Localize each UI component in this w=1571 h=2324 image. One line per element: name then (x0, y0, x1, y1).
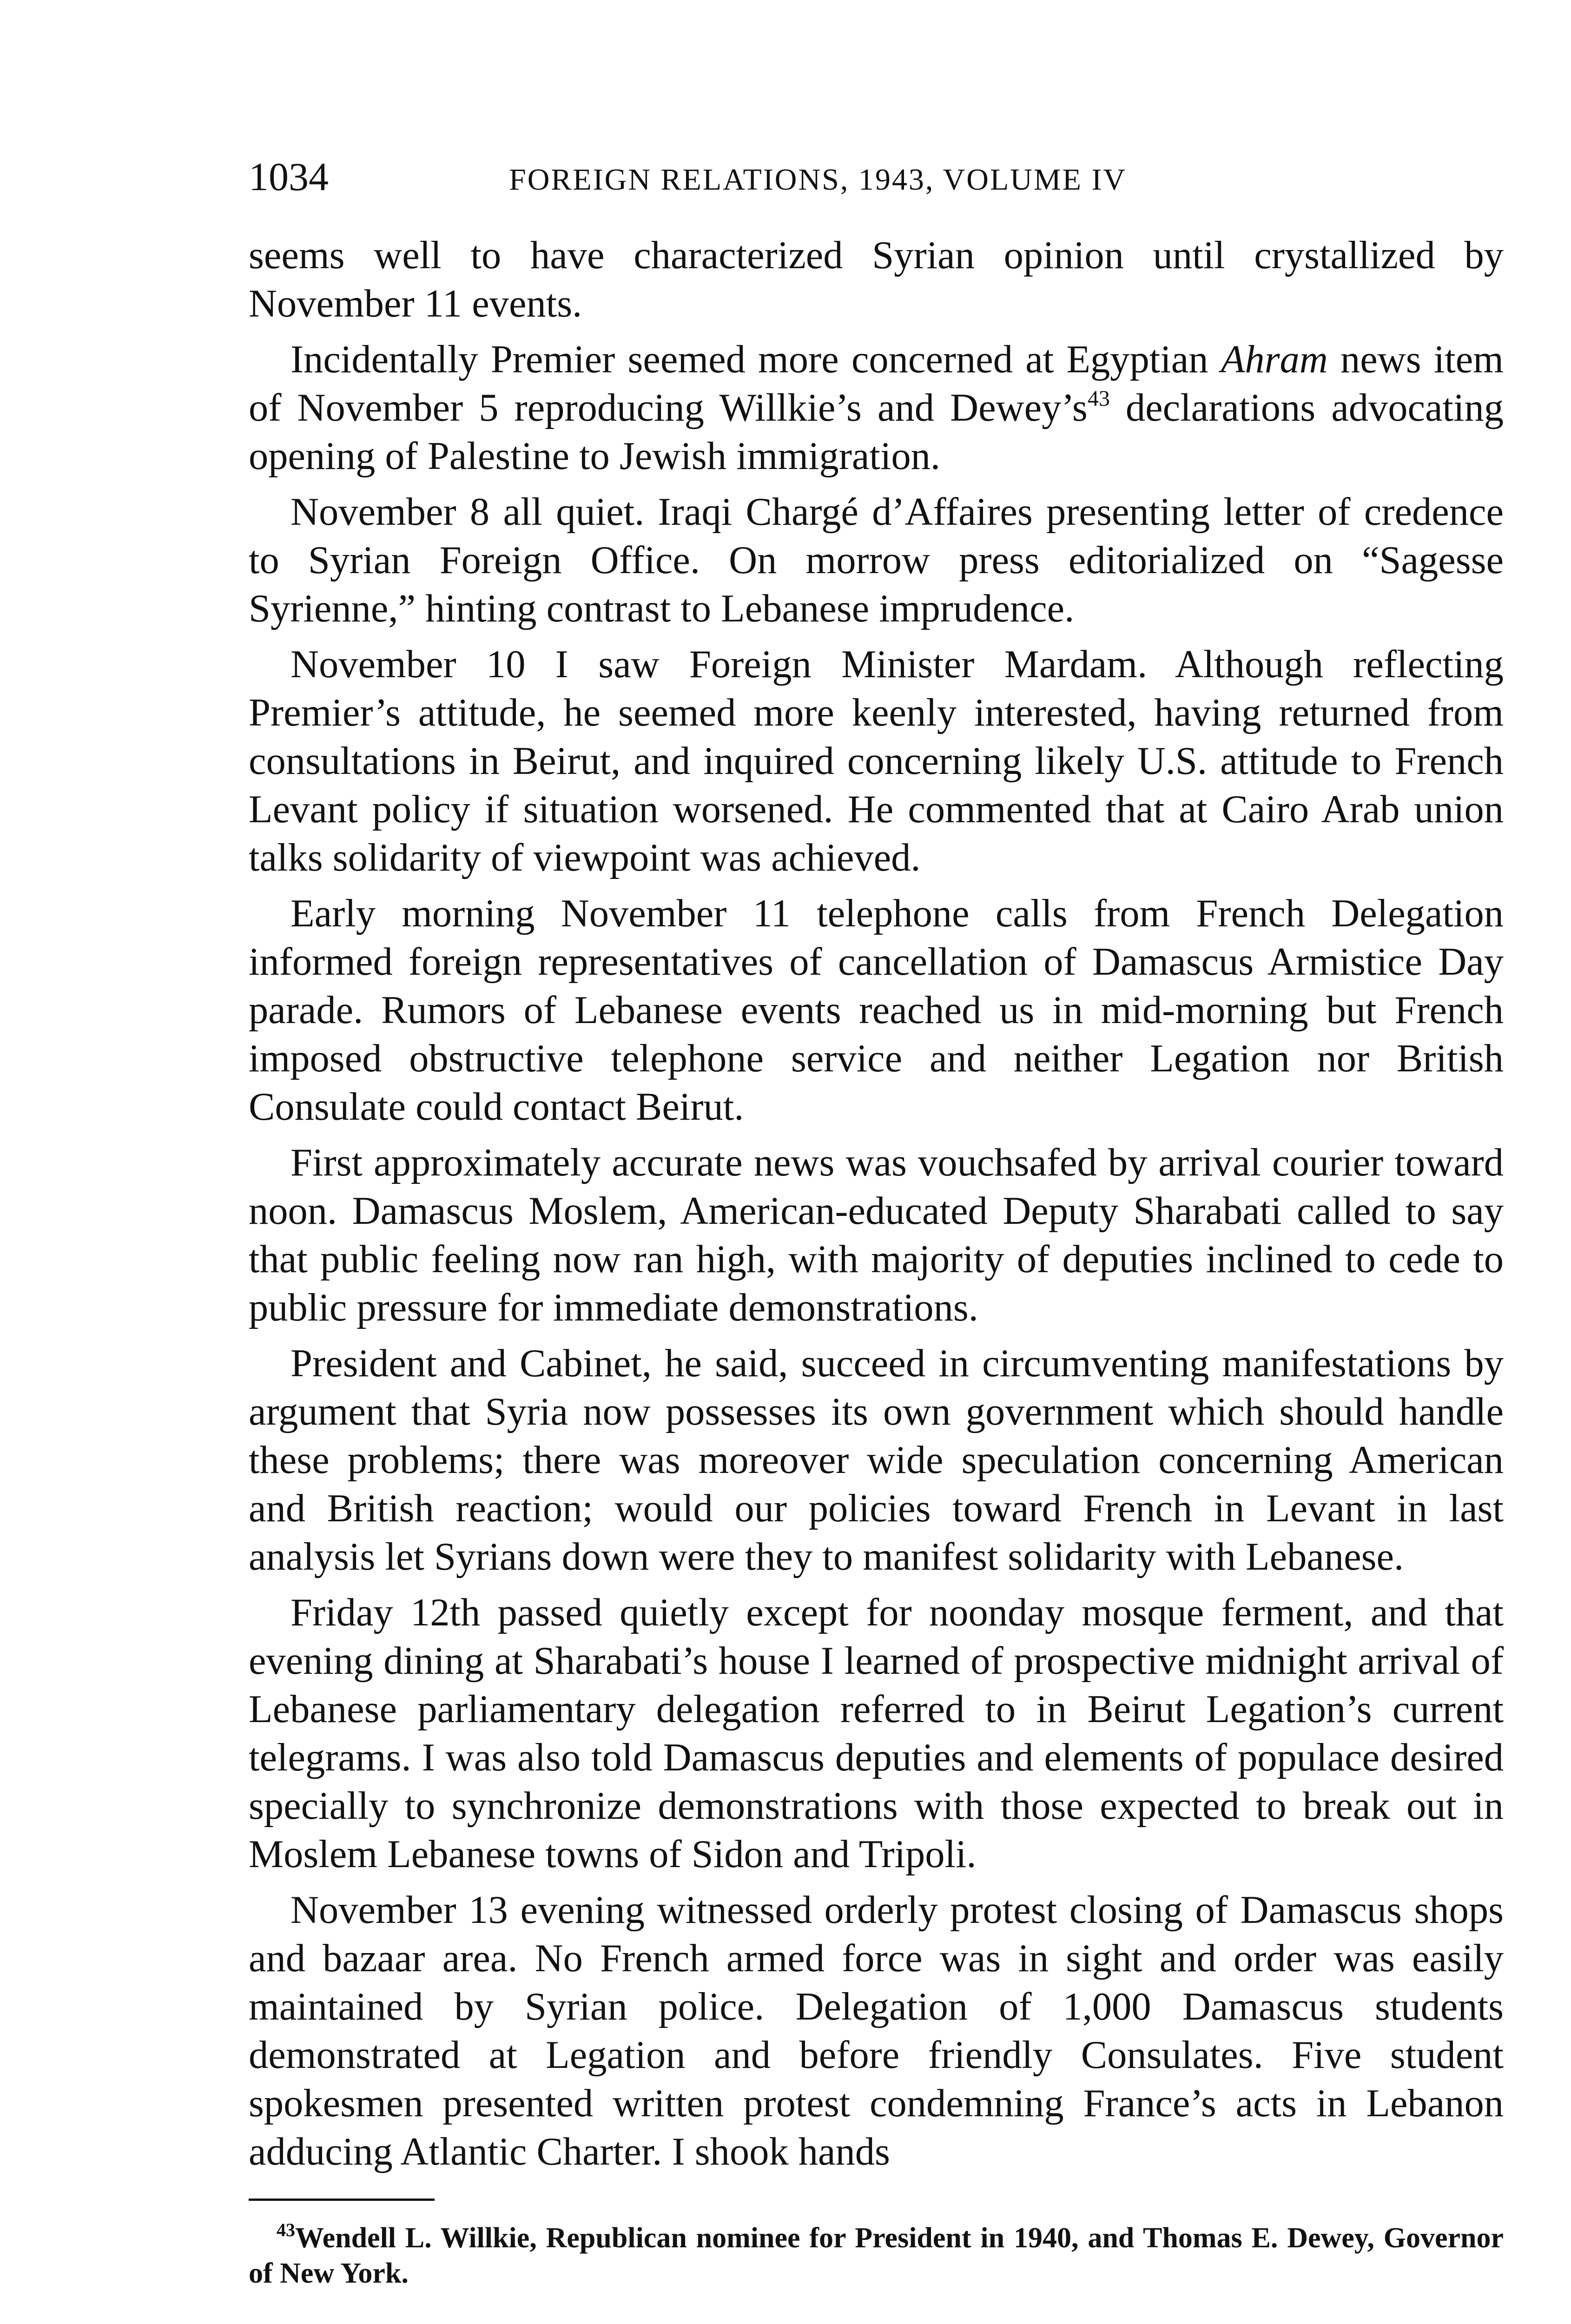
page-header (249, 153, 1504, 209)
paragraph-3: November 8 all quiet. Iraqi Chargé d’Affaires presenting letter of credence to Syrian Foreign Office. On morrow press editorialized on “Sagesse Syrienne,” hinting contrast to Lebanese imprudence. (249, 490, 1504, 630)
paragraph-7: President and Cabinet, he said, succeed in circumventing manifestations by argument that Syria now possesses its own government which should handle these problems; there was moreover wide speculation concerning American and British reaction; would our policies toward French in Levant in last analysis let Syrians down were they to manifest solidarity with Lebanese. (249, 1342, 1504, 1578)
document-page (249, 153, 1504, 2291)
body-text (249, 231, 1504, 2176)
footnote-marker: 43 (277, 2219, 295, 2240)
paragraph-1: seems well to have characterized Syrian opinion until crystallized by November 11 events. (249, 234, 1504, 325)
footnote-text: Wendell L. Willkie, Republican nominee for President in 1940, and Thomas E. Dewey, Governor of New York. (249, 2222, 1504, 2289)
paragraph-2-middle: news item of November 5 reproducing Willkie’s and Dewey’s (249, 338, 1504, 429)
paragraph-2-start: Incidentally Premier seemed more concerned at Egyptian (290, 338, 1221, 381)
footnote-divider (249, 2199, 435, 2201)
footnote-reference: 43 (1087, 386, 1110, 411)
paragraph-6: First approximately accurate news was vouchsafed by arrival courier toward noon. Damascus Moslem, American-educated Deputy Sharabati called to say that public feeling now ran high, with majority of deputies inclined to cede to public pressure for immediate demonstrations. (249, 1141, 1504, 1329)
footnote (249, 2220, 1504, 2291)
paragraph-8: Friday 12th passed quietly except for noonday mosque ferment, and that evening dining at Sharabati’s house I learned of prospective midnight arrival of Lebanese parliamentary delegation referred to in Beirut Legation’s current telegrams. I was also told Damascus deputies and elements of populace desired specially to synchronize demonstrations with those expected to break out in Moslem Lebanese towns of Sidon and Tripoli. (249, 1591, 1504, 1876)
paragraph-9: November 13 evening witnessed orderly protest closing of Damascus shops and bazaar area. No French armed force was in sight and order was easily maintained by Syrian police. Delegation of 1,000 Damascus students demonstrated at Legation and before friendly Consulates. Five student spokesmen presented written protest condemning France’s acts in Lebanon adducing Atlantic Charter. I shook hands (249, 1888, 1504, 2173)
newspaper-name: Ahram (1221, 338, 1328, 381)
paragraph-4: November 10 I saw Foreign Minister Mardam. Although reflecting Premier’s attitude, he seemed more keenly interested, having returned from consultations in Beirut, and inquired concerning likely U.S. attitude to French Levant policy if situation worsened. He commented that at Cairo Arab union talks solidarity of viewpoint was achieved. (249, 643, 1504, 879)
running-title: FOREIGN RELATIONS, 1943, VOLUME IV (509, 163, 1127, 197)
page-number: 1034 (249, 154, 329, 199)
paragraph-2-end: declarations advocating opening of Palestine to Jewish immigration. (249, 386, 1504, 478)
paragraph-2 (249, 336, 1504, 481)
paragraph-5: Early morning November 11 telephone calls from French Delegation informed foreign representatives of cancellation of Damascus Armistice Day parade. Rumors of Lebanese events reached us in mid-morning but French imposed obstructive telephone service and neither Legation nor British Consulate could contact Beirut. (249, 892, 1504, 1129)
